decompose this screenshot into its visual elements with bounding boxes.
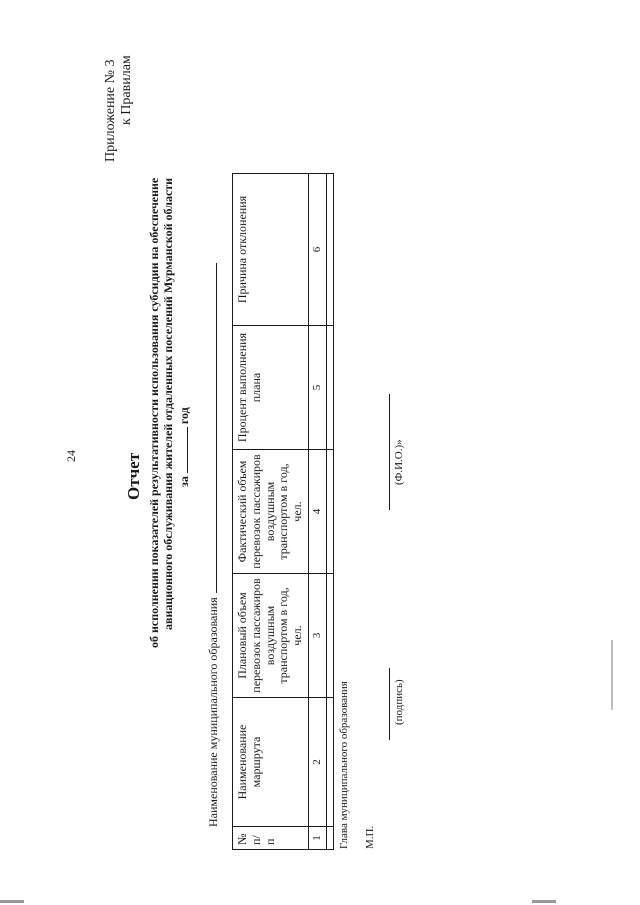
signature-label: (подпись) [393, 679, 405, 725]
period-year-blank[interactable] [177, 427, 188, 473]
report-subtitle-line-1: об исполнении показателей результативности использования субсидии на обеспечение [147, 177, 161, 648]
report-title: Отчет [124, 452, 143, 500]
column-number-cell: 1 [308, 827, 326, 850]
full-name-label: (Ф.И.О.)» [393, 439, 405, 485]
municipality-label: Наименование муниципального образования [206, 597, 220, 827]
report-table [232, 173, 334, 850]
empty-cell[interactable] [326, 574, 333, 698]
report-period [177, 407, 192, 487]
appendix-subtitle: к Правилам [119, 55, 134, 125]
period-prefix: за [177, 476, 191, 487]
municipality-field [206, 263, 221, 827]
empty-cell[interactable] [326, 174, 333, 326]
page-number: 24 [64, 450, 78, 462]
header-cell-planned-volume: Плановый объем перевозок пассажиров воздушным транспортом в год, чел. [233, 574, 309, 698]
period-suffix: год [177, 407, 191, 425]
empty-cell[interactable] [326, 698, 333, 827]
column-number-cell: 5 [308, 326, 326, 450]
empty-cell[interactable] [326, 326, 333, 450]
header-cell-completion-percent: Процент выполнения плана [233, 326, 309, 450]
signature-line[interactable] [389, 668, 390, 740]
column-number-cell: 4 [308, 450, 326, 574]
header-cell-route: Наименование маршрута [233, 698, 309, 827]
table-header-row [233, 174, 309, 850]
full-name-line[interactable] [389, 394, 390, 510]
head-of-municipality-label: Глава муниципального образования [338, 681, 350, 849]
column-number-cell: 2 [308, 698, 326, 827]
header-cell-actual-volume: Фактический объем перевозок пассажиров воздушным транспортом в год, чел. [233, 450, 309, 574]
appendix-title: Приложение № 3 [103, 59, 118, 162]
report-subtitle-line-2: авиационного обслуживания жителей отдаленных поселений Мурманской области [161, 177, 175, 630]
table-column-numbers-row [308, 174, 326, 850]
municipality-blank[interactable] [206, 263, 217, 593]
empty-cell[interactable] [326, 827, 333, 850]
column-number-cell: 6 [308, 174, 326, 326]
table-empty-row [326, 174, 333, 850]
header-cell-number: № п/п [233, 827, 309, 850]
empty-cell[interactable] [326, 450, 333, 574]
column-number-cell: 3 [308, 574, 326, 698]
header-cell-deviation-reason: Причина отклонения [233, 174, 309, 326]
seal-place-label: М.П. [364, 825, 376, 849]
